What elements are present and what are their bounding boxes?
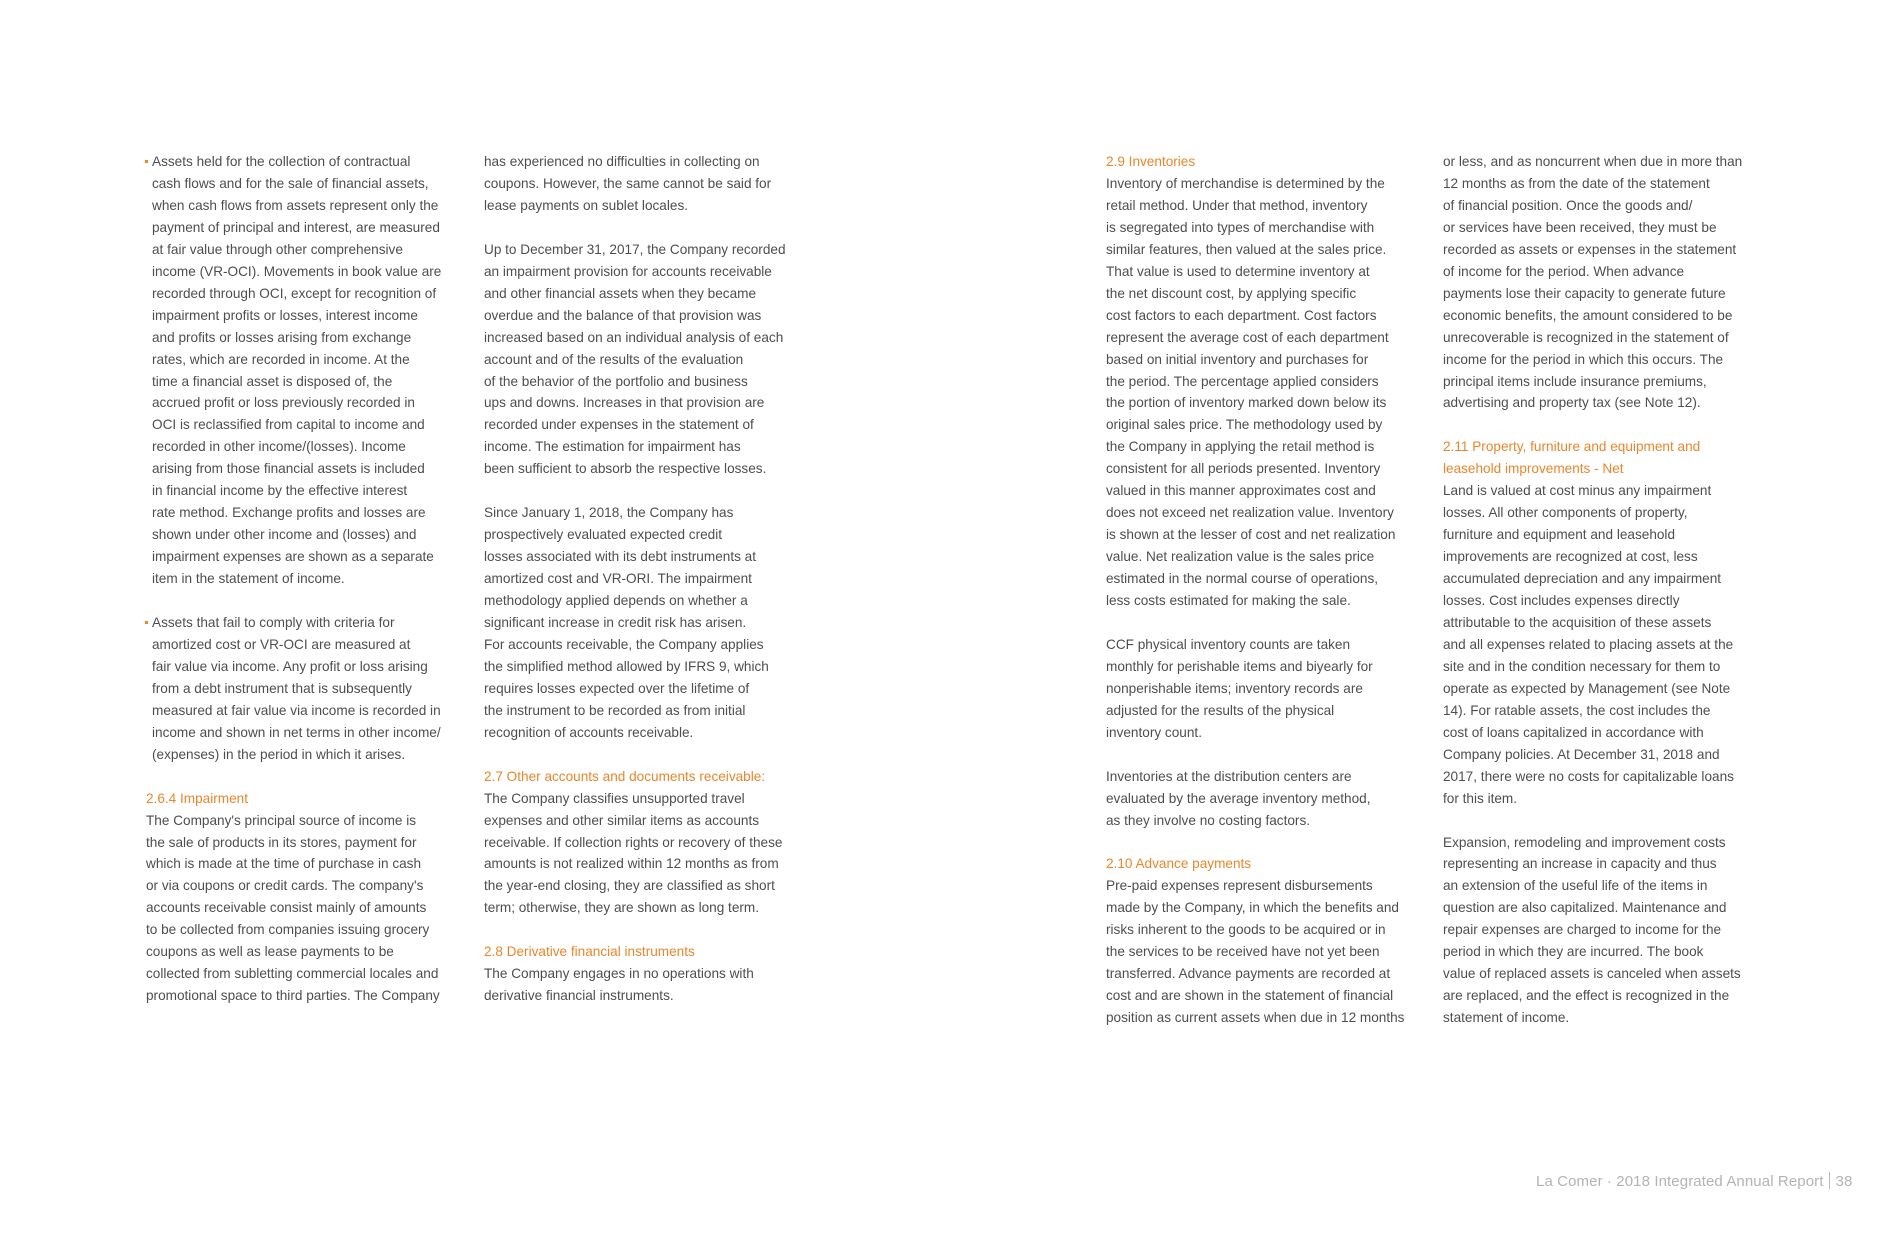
page-number: 38 [1835, 1173, 1853, 1190]
column-3 [1106, 151, 1428, 1029]
page-footer [1536, 1172, 1852, 1190]
column-4 [1443, 151, 1765, 1029]
footer-report-title: La Comer · 2018 Integrated Annual Report [1536, 1173, 1824, 1190]
paragraph-expansion-remodeling: Expansion, remodeling and improvement costs representing an increase in capacity and thus an extension of the useful life of the items in question are also capitalized. Maintenance and repair expenses are charged to income for the period in which they are incurred. The book value of replaced assets is canceled when assets are replaced, and the effect is recognized in the statement of income. [1443, 834, 1741, 1026]
heading-advance-payments: 2.10 Advance payments [1106, 856, 1252, 872]
column-1 [146, 151, 468, 1007]
bullet-assets-failing-criteria: Assets that fail to comply with criteria for amortized cost or VR-OCI are measured at fair value via income. Any profit or loss arising from a debt instrument that is subsequently measured at fair value via income is recorded in income and shown in net terms in other income/ (expenses) in the period in which it arises. [146, 612, 468, 766]
heading-other-accounts-receivable: 2.7 Other accounts and documents receivable: [484, 768, 766, 784]
paragraph-physical-inventory-counts: CCF physical inventory counts are taken monthly for perishable items and biyearly for nonperishable items; inventory records are adjusted for the results of the physical inventory count. [1106, 636, 1373, 740]
heading-property-furniture-equipment: 2.11 Property, furniture and equipment and leasehold improvements - Net [1443, 439, 1701, 477]
paragraph-distribution-centers: Inventories at the distribution centers are evaluated by the average inventory method, as they involve no costing factors. [1106, 768, 1371, 828]
paragraph-inventories: Inventory of merchandise is determined by the retail method. Under that method, inventory is segregated into types of merchandise with similar features, then valued at the sales price. That value is used to determine inventory at the net discount cost, by applying specific cost factors to each department. Cost factors represent the average cost of each department based on initial inventory and purchases for the period. The percentage applied considers the portion of inventory marked down below its original sales price. The methodology used by the Company in applying the retail method is consistent for all periods presented. Inventory valued in this manner approximates cost and does not exceed net realization value. Inventory is shown at the lesser of cost and net realization value. Net realization value is the sales price estimated in the normal course of operations, less costs estimated for making the sale. [1106, 175, 1396, 609]
paragraph-coupons: has experienced no difficulties in collecting on coupons. However, the same cannot be said for lease payments on sublet locales. [484, 154, 772, 213]
paragraph-expected-credit-losses-2018: Since January 1, 2018, the Company has prospectively evaluated expected credit losses associated with its debt instruments at amortized cost and VR-ORI. The impairment methodology applied depends on whether a significant increase in credit risk has arisen. For accounts receivable, the Company applies the simplified method allowed by IFRS 9, which requires losses expected over the lifetime of the instrument to be recorded as from initial recognition of accounts receivable. [484, 505, 769, 740]
heading-derivative-instruments: 2.8 Derivative financial instruments [484, 944, 695, 960]
paragraph-property-furniture-equipment: Land is valued at cost minus any impairment losses. All other components of property, furniture and equipment and leasehold improvements are recognized at cost, less accumulated depreciation and any impairment losses. Cost includes expenses directly attributable to the acquisition of these assets and all expenses related to placing assets at the site and in the condition necessary for them to operate as expected by Management (see Note 14). For ratable assets, the cost includes the cost of loans capitalized in accordance with Company policies. At December 31, 2018 and 2017, there were no costs for capitalizable loans for this item. [1443, 483, 1734, 806]
paragraph-other-accounts-receivable: The Company classifies unsupported travel expenses and other similar items as accounts receivable. If collection rights or recovery of these amounts is not realized within 12 months as from the year-end closing, they are classified as short term; otherwise, they are shown as long term. [484, 790, 783, 916]
paragraph-impairment-provision-2017: Up to December 31, 2017, the Company recorded an impairment provision for accounts receivable and other financial assets when they became overdue and the balance of that provision was increased based on an individual analysis of each account and of the results of the evaluation of the behavior of the portfolio and business ups and downs. Increases in that provision are recorded under expenses in the statement of income. The estimation for impairment has been sufficient to absorb the respective losses. [484, 241, 786, 477]
paragraph-advance-payments-continued: or less, and as noncurrent when due in more than 12 months as from the date of the statement of financial position. Once the goods and/ or services have been received, they must be recorded as assets or expenses in the statement of income for the period. When advance payments lose their capacity to generate future economic benefits, the amount considered to be unrecoverable is recognized in the statement of income for the period in which this occurs. The principal items include insurance premiums, advertising and property tax (see Note 12). [1443, 154, 1743, 411]
bullet-assets-held-for-collection: Assets held for the collection of contractual cash flows and for the sale of financial assets, when cash flows from assets represent only the payment of principal and interest, are measured at fair value through other comprehensive income (VR-OCI). Movements in book value are recorded through OCI, except for recognition of impairment profits or losses, interest income and profits or losses arising from exchange rates, which are recorded in income. At the time a financial asset is disposed of, the accrued profit or loss previously recorded in OCI is reclassified from capital to income and recorded in other income/(losses). Income arising from those financial assets is included in financial income by the effective interest rate method. Exchange profits and losses are shown under other income and (losses) and impairment expenses are shown as a separate item in the statement of income. [146, 151, 468, 590]
paragraph-derivative-instruments: The Company engages in no operations with derivative financial instruments. [484, 966, 754, 1004]
footer-divider [1829, 1172, 1830, 1189]
column-2 [484, 151, 806, 1007]
heading-impairment: 2.6.4 Impairment [146, 790, 248, 806]
paragraph-impairment: The Company's principal source of income is the sale of products in its stores, payment for which is made at the time of purchase in cash or via coupons or credit cards. The company's accounts receivable consist mainly of amounts to be collected from companies issuing grocery coupons as well as lease payments to be collected from subletting commercial locales and promotional space to third parties. The Company [146, 812, 440, 1004]
heading-inventories: 2.9 Inventories [1106, 154, 1196, 169]
paragraph-advance-payments: Pre-paid expenses represent disbursements made by the Company, in which the benefits and risks inherent to the goods to be acquired or in the services to be received have not yet been transferred. Advance payments are recorded at cost and are shown in the statement of financial position as current assets when due in 12 months [1106, 878, 1405, 1026]
